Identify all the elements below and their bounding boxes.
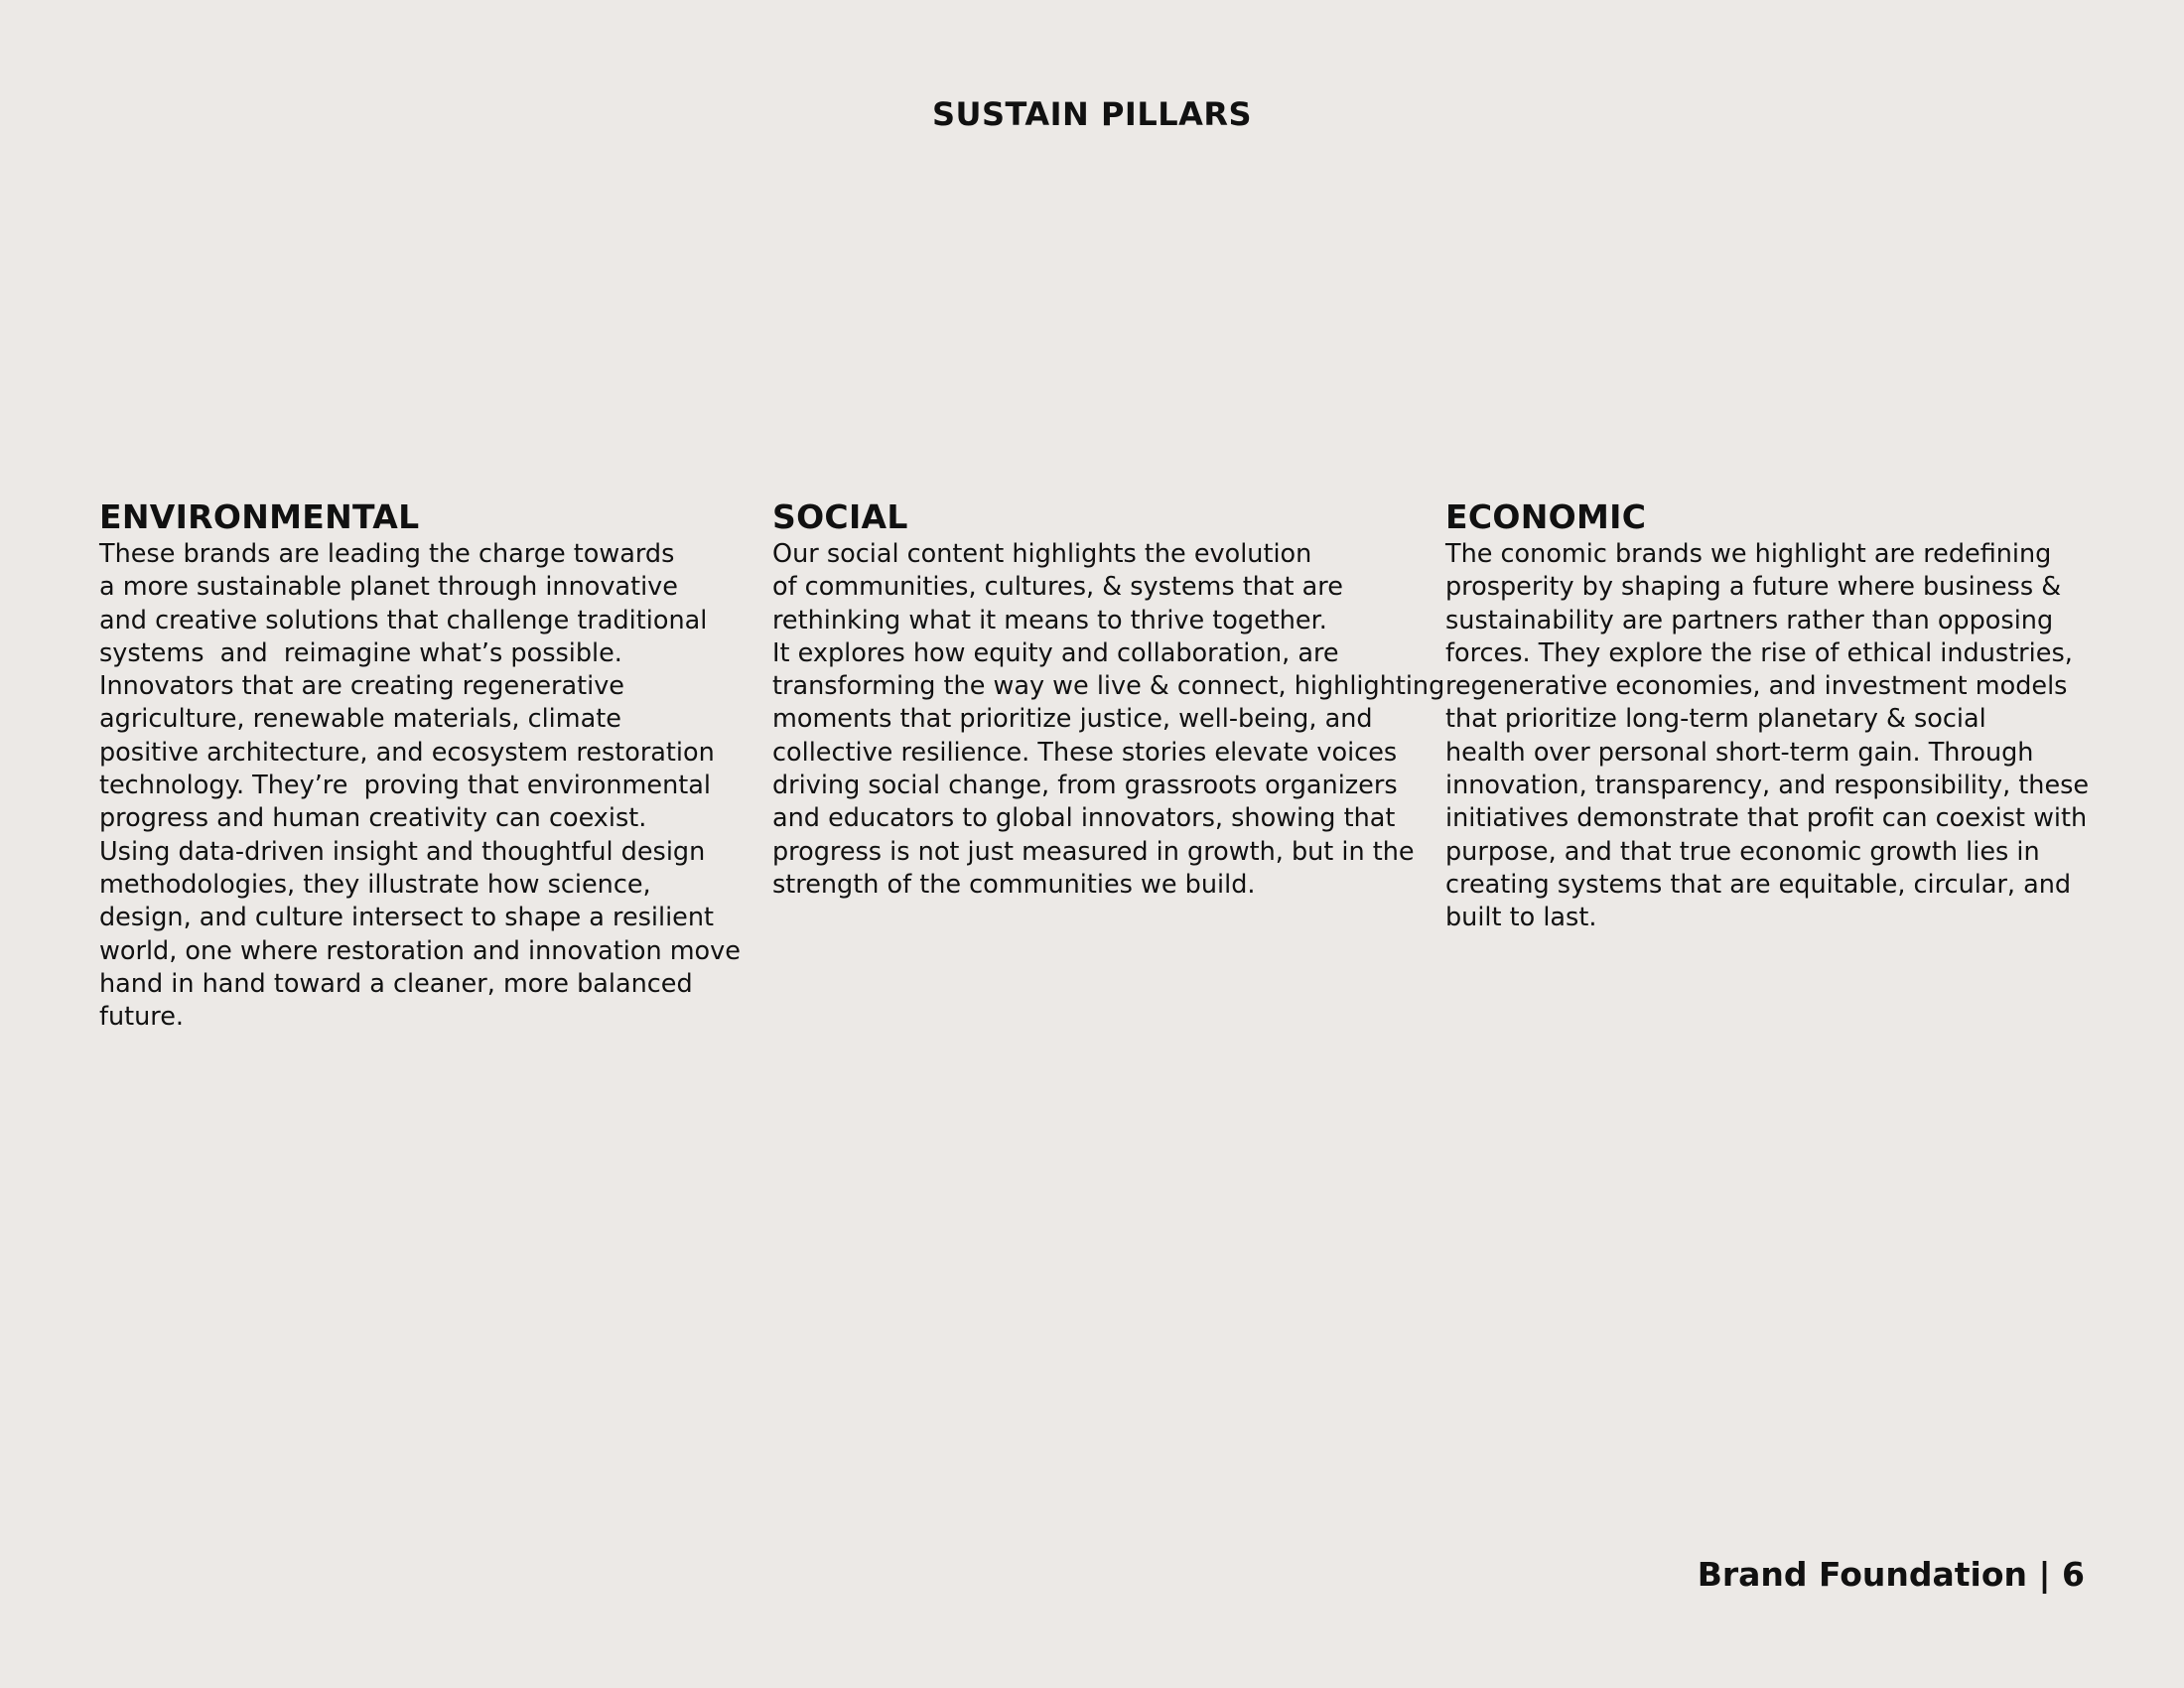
paragraph-line: initiatives demonstrate that profit can coexist with <box>1445 803 2088 834</box>
paragraph-line: transforming the way we live & connect, highlighting <box>772 671 1445 702</box>
paragraph-line: technology. They’re proving that environmental <box>99 771 711 801</box>
pillar-heading-social: SOCIAL <box>772 497 908 536</box>
paragraph-line: It explores how equity and collaboration, are <box>772 637 1339 668</box>
paragraph-line: driving social change, from grassroots organizers <box>772 771 1398 801</box>
paragraph-line: The conomic brands we highlight are redefining <box>1445 539 2052 569</box>
paragraph-line: rethinking what it means to thrive together. <box>772 605 1327 635</box>
paragraph-line: and educators to global innovators, showing that <box>772 803 1396 834</box>
paragraph-line: design, and culture intersect to shape a resilient <box>99 903 715 933</box>
paragraph-line: regenerative economies, and investment models <box>1445 671 2068 702</box>
paragraph-line: positive architecture, and ecosystem restoration <box>99 737 715 768</box>
pillar-body-environmental <box>99 538 741 1034</box>
paragraph-line: and creative solutions that challenge traditional <box>99 605 708 635</box>
paragraph-line: built to last. <box>1445 903 1597 933</box>
paragraph-line: progress is not just measured in growth, but in the <box>772 836 1415 867</box>
page-title: SUSTAIN PILLARS <box>931 95 1253 133</box>
pillar-environmental <box>99 496 741 1034</box>
footer-page-label: Brand Foundation | 6 <box>1697 1555 2085 1594</box>
pillar-body-economic <box>1445 538 2090 935</box>
paragraph-line: forces. They explore the rise of ethical industries, <box>1445 637 2073 668</box>
paragraph-line: a more sustainable planet through innovative <box>99 572 678 603</box>
paragraph-line: Using data-driven insight and thoughtful design <box>99 836 706 867</box>
paragraph-line: creating systems that are equitable, circular, and <box>1445 869 2072 900</box>
paragraph-line: agriculture, renewable materials, climate <box>99 704 621 735</box>
paragraph-line: of communities, cultures, & systems that are <box>772 572 1343 603</box>
pillar-economic <box>1445 496 2090 935</box>
paragraph-line: hand in hand toward a cleaner, more balanced <box>99 968 693 999</box>
pillar-social <box>772 496 1445 902</box>
paragraph-line: sustainability are partners rather than opposing <box>1445 605 2054 635</box>
paragraph-line: purpose, and that true economic growth lies in <box>1445 836 2040 867</box>
paragraph-line: health over personal short-term gain. Through <box>1445 737 2034 768</box>
paragraph-line: that prioritize long-term planetary & social <box>1445 704 1986 735</box>
paragraph-line: moments that prioritize justice, well-being, and <box>772 704 1373 735</box>
paragraph-line: innovation, transparency, and responsibility, these <box>1445 771 2090 801</box>
paragraph-line: progress and human creativity can coexist. <box>99 803 647 834</box>
paragraph-line: world, one where restoration and innovation move <box>99 935 741 966</box>
pillar-heading-environmental: ENVIRONMENTAL <box>99 497 420 536</box>
paragraph-line: strength of the communities we build. <box>772 869 1256 900</box>
pillar-body-social <box>772 538 1445 902</box>
paragraph-line: systems and reimagine what’s possible. <box>99 637 622 668</box>
paragraph-line: future. <box>99 1002 185 1033</box>
paragraph-line: prosperity by shaping a future where business & <box>1445 572 2062 603</box>
paragraph-line: Our social content highlights the evolution <box>772 539 1312 569</box>
paragraph-line: These brands are leading the charge towards <box>99 539 675 569</box>
pillar-heading-economic: ECONOMIC <box>1445 497 1647 536</box>
paragraph-line: Innovators that are creating regenerative <box>99 671 624 702</box>
paragraph-line: methodologies, they illustrate how science, <box>99 869 651 900</box>
paragraph-line: collective resilience. These stories elevate voices <box>772 737 1398 768</box>
